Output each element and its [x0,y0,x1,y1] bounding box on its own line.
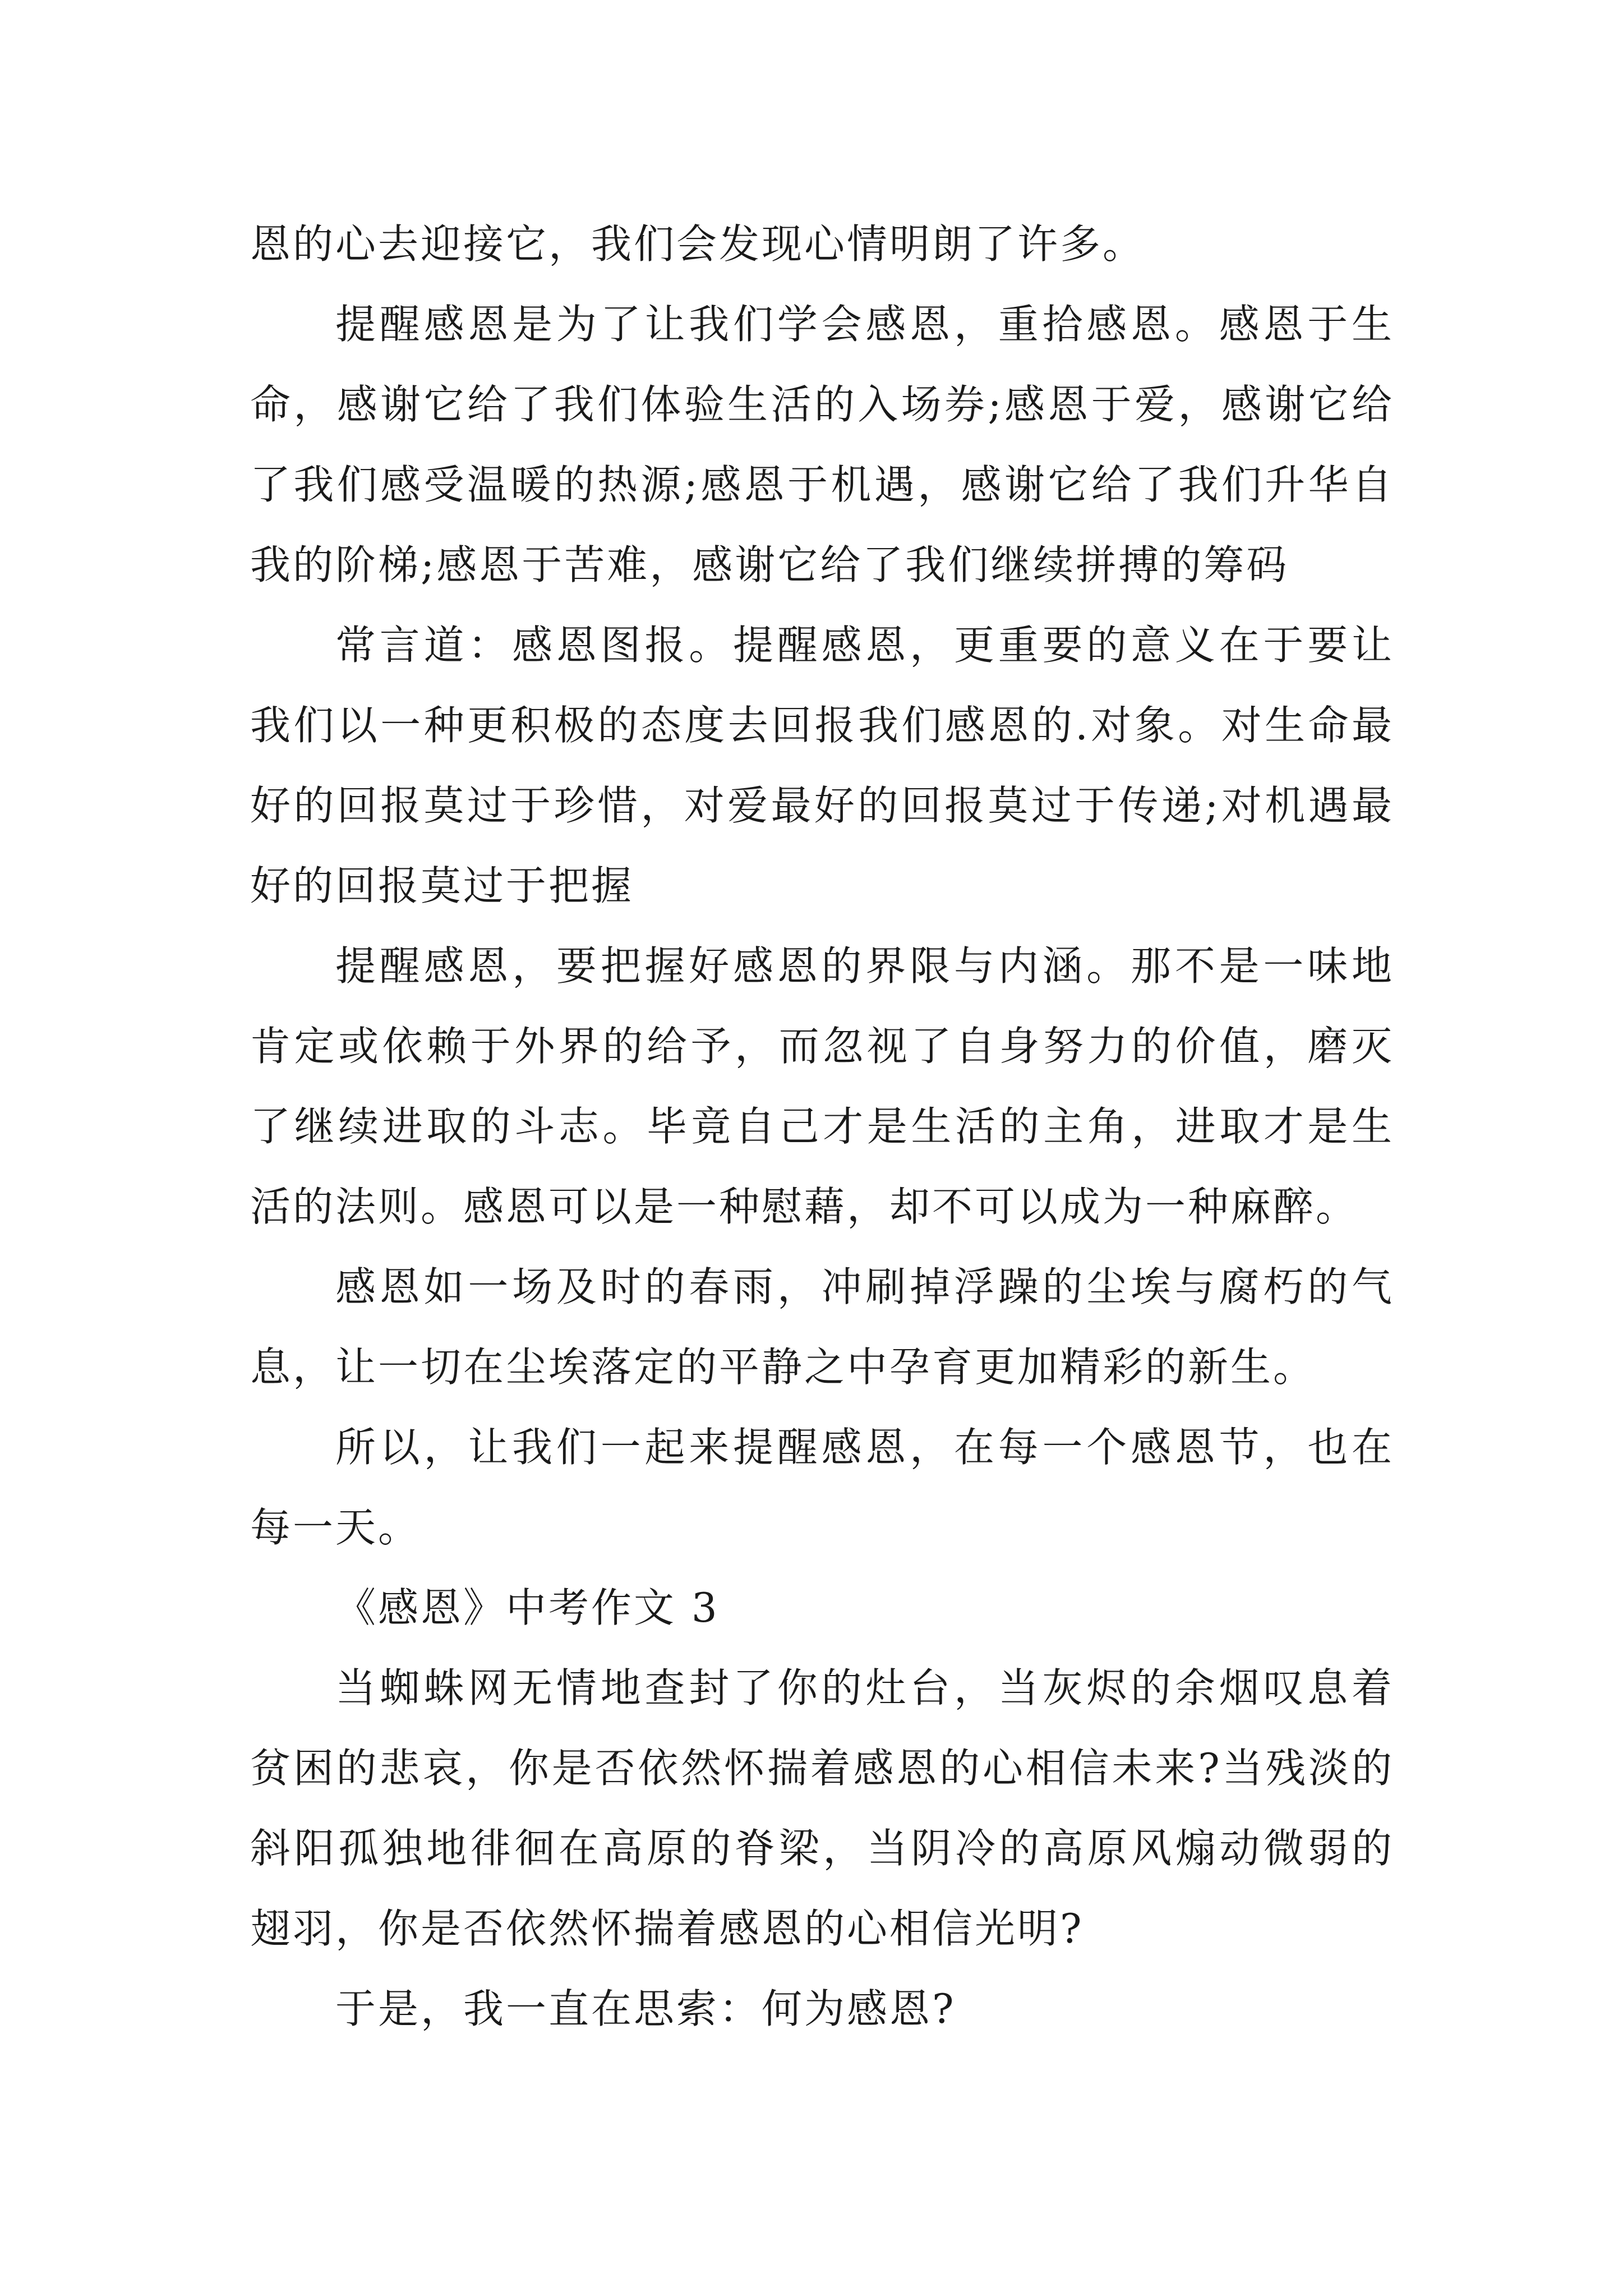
document-body [250,204,1394,2049]
paragraph: 提醒感恩，要把握好感恩的界限与内涵。那不是一味地肯定或依赖于外界的给予，而忽视了自身努力的价值，磨灭了继续进取的斗志。毕竟自己才是生活的主角，进取才是生活的法则。感恩可以是一种慰藉，却不可以成为一种麻醉。 [250,942,1394,1230]
paragraph: 所以，让我们一起来提醒感恩，在每一个感恩节，也在每一天。 [250,1424,1394,1551]
paragraph: 感恩如一场及时的春雨，冲刷掉浮躁的尘埃与腐朽的气息，让一切在尘埃落定的平静之中孕育更加精彩的新生。 [250,1263,1394,1391]
paragraph-continued: 恩的心去迎接它，我们会发现心情明朗了许多。 [250,220,1146,268]
section-heading: 《感恩》中考作文 3 [335,1584,720,1631]
paragraph: 常言道：感恩图报。提醒感恩，更重要的意义在于要让我们以一种更积极的态度去回报我们感恩的.对象。对生命最好的回报莫过于珍惜，对爱最好的回报莫过于传递;对机遇最好的回报莫过于把握 [250,622,1394,909]
paragraph: 提醒感恩是为了让我们学会感恩，重拾感恩。感恩于生命，感谢它给了我们体验生活的入场券;感恩于爱，感谢它给了我们感受温暖的热源;感恩于机遇，感谢它给了我们升华自我的阶梯;感恩于苦难，感谢它给了我们继续拼搏的筹码 [250,301,1394,588]
paragraph: 当蜘蛛网无情地查封了你的灶台，当灰烬的余烟叹息着贫困的悲哀，你是否依然怀揣着感恩的心相信未来?当残淡的斜阳孤独地徘徊在高原的脊梁，当阴冷的高原风煽动微弱的翅羽，你是否依然怀揣着感恩的心相信光明? [250,1664,1394,1952]
paragraph: 于是，我一直在思索：何为感恩? [335,1985,956,2032]
